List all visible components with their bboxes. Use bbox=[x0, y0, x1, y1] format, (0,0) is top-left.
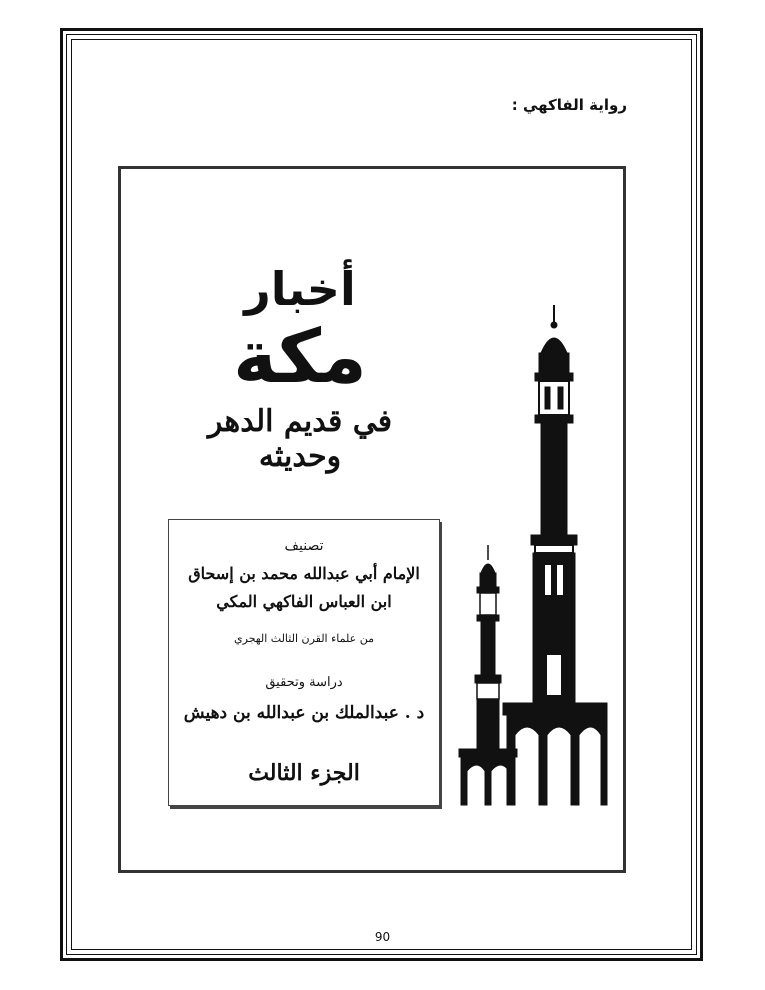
author-name-line2: ابن العباس الفاكهي المكي bbox=[216, 592, 392, 611]
editor-label: دراسة وتحقيق bbox=[265, 675, 343, 690]
author-name-line1: الإمام أبي عبدالله محمد بن إسحاق bbox=[188, 564, 420, 583]
minarets-illustration bbox=[455, 305, 610, 810]
volume-label: الجزء الثالث bbox=[248, 760, 360, 786]
page-header: رواية الفاكهي : bbox=[511, 96, 627, 114]
author-note: من علماء القرن الثالث الهجري bbox=[234, 632, 374, 645]
cover-info-box bbox=[168, 519, 440, 806]
cover-title-line2: مكة bbox=[233, 314, 367, 400]
author-label: تصنيف bbox=[284, 538, 324, 554]
cover-subtitle: في قديم الدهر وحديثه bbox=[207, 404, 393, 474]
editor-name: د . عبدالملك بن عبدالله بن دهيش bbox=[183, 703, 425, 723]
page-number: 90 bbox=[374, 930, 391, 944]
cover-title-line1: أخبار bbox=[244, 262, 356, 316]
